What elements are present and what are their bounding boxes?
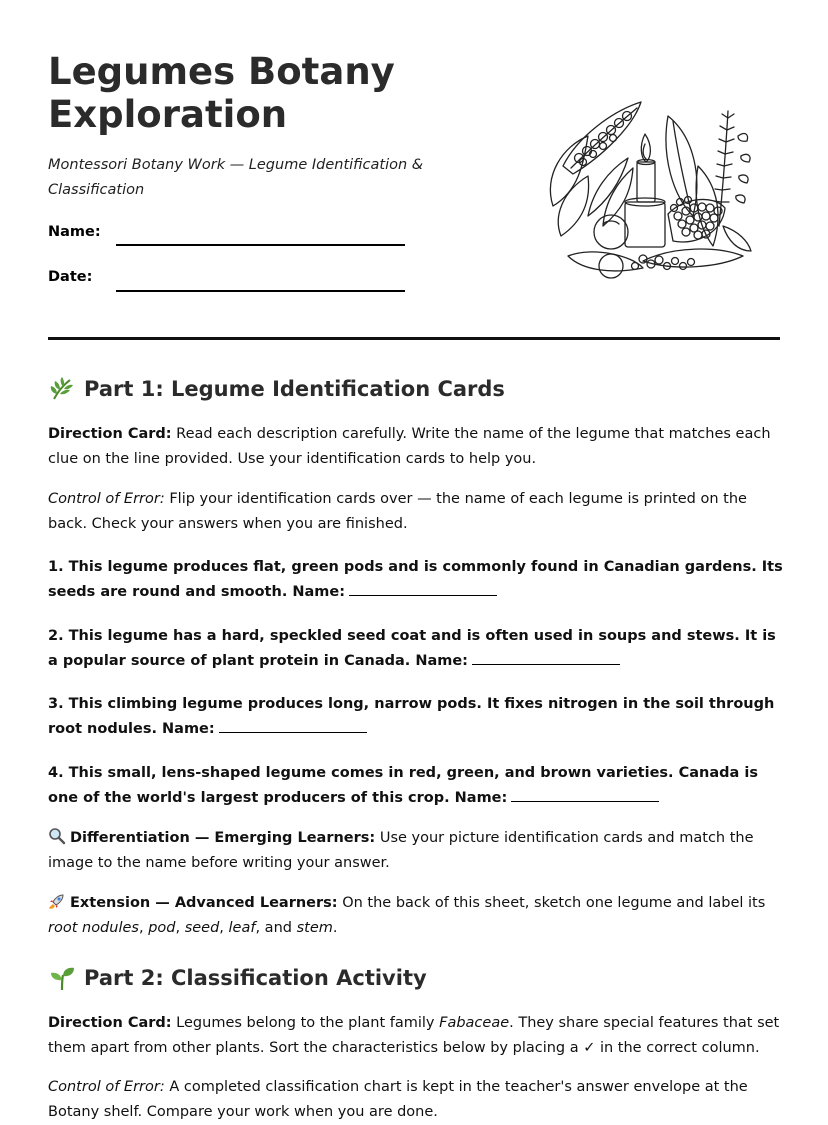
answer-blank-3[interactable] (219, 718, 367, 733)
question-3: 3. This climbing legume produces long, narrow pods. It fixes nitrogen in the soil through root nodules. Name: (48, 696, 775, 737)
extension-note: Extension — Advanced Learners: On the back of this sheet, sketch one legume and label its root nodules, pod, seed, leaf, and stem. (48, 891, 788, 941)
name-field[interactable] (116, 244, 405, 246)
section-divider (48, 337, 780, 340)
rocket-icon (48, 892, 66, 910)
answer-blank-4[interactable] (511, 787, 659, 802)
part1-control-of-error: Control of Error: Flip your identification cards over — the name of each legume is printed on the back. Check your answers when you are finished. (48, 491, 747, 532)
part2-direction: Direction Card: Legumes belong to the plant family Fabaceae. They share special features that set them apart from other plants. Sort the characteristics below by placing a ✓ in the correct column. (48, 1015, 780, 1056)
name-label: Name: (48, 224, 101, 240)
part1-direction: Direction Card: Read each description carefully. Write the name of the legume that matches each clue on the line provided. Use your identification cards to help you. (48, 426, 771, 467)
part2-heading: Part 2: Classification Activity (48, 963, 427, 993)
differentiation-note: Differentiation — Emerging Learners: Use your picture identification cards and match the image to the name before writing your answer. (48, 826, 788, 876)
date-field[interactable] (116, 290, 405, 292)
part1-heading: Part 1: Legume Identification Cards (48, 374, 505, 404)
question-2: 2. This legume has a hard, speckled seed coat and is often used in soups and stews. It is a popular source of plant protein in Canada. Name: (48, 628, 776, 669)
answer-blank-1[interactable] (349, 581, 497, 596)
part2-control-of-error: Control of Error: A completed classification chart is kept in the teacher's answer envelope at the Botany shelf. Compare your work when you are done. (48, 1079, 748, 1120)
page-title: Legumes Botany Exploration (48, 50, 395, 136)
answer-blank-2[interactable] (472, 650, 620, 665)
page-subtitle: Montessori Botany Work — Legume Identification & Classification (48, 157, 424, 198)
question-1: 1. This legume produces flat, green pods and is commonly found in Canadian gardens. Its seeds are round and smooth. Name: (48, 559, 783, 600)
question-4: 4. This small, lens-shaped legume comes in red, green, and brown varieties. Canada is one of the world's largest producers of this crop. Name: (48, 765, 758, 806)
herb-icon (48, 375, 76, 403)
legumes-candle-illustration (533, 96, 755, 286)
magnifier-icon (48, 827, 66, 845)
seedling-icon (48, 964, 76, 992)
date-label: Date: (48, 269, 93, 285)
